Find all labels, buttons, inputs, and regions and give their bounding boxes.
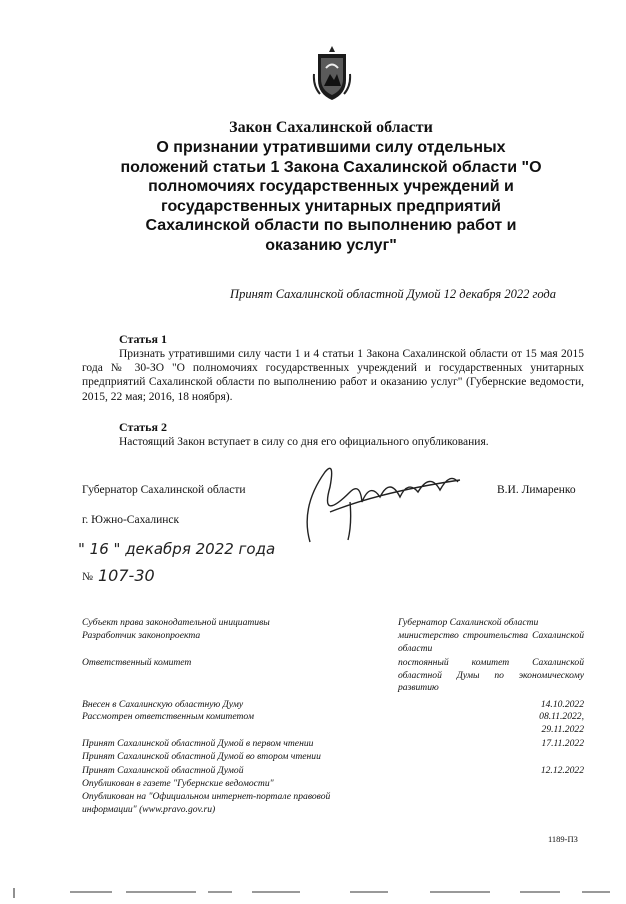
- law-number-label: №: [82, 571, 93, 583]
- law-number: 107-30: [98, 566, 155, 585]
- handwritten-signature: [290, 452, 470, 552]
- timeline-label: Опубликован в газете "Губернские ведомости": [82, 778, 274, 789]
- timeline-date: 29.11.2022: [541, 724, 584, 735]
- governor-position: Губернатор Сахалинской области: [82, 484, 246, 496]
- law-title-line: О признании утратившими силу отдельных: [156, 139, 506, 156]
- developer-label: Разработчик законопроекта: [82, 630, 201, 641]
- law-title-line: положений статьи 1 Закона Сахалинской области "О: [120, 158, 542, 176]
- article-1-title: Статья 1: [119, 332, 167, 346]
- timeline-date: 12.12.2022: [540, 765, 584, 776]
- timeline-date: 17.11.2022: [541, 738, 584, 749]
- subject-value: Губернатор Сахалинской области: [398, 617, 539, 628]
- article-2-title: Статья 2: [119, 420, 167, 434]
- law-title-line: оказанию услуг": [265, 236, 397, 254]
- timeline-label: Принят Сахалинской областной Думой: [82, 765, 244, 776]
- law-title-line: полномочиях государственных учреждений и: [148, 178, 514, 195]
- law-header: [96, 118, 566, 255]
- article-1-text: Признать утратившими силу части 1 и 4 статьи 1 Закона Сахалинской области от 15 мая 2015 года № 30-ЗО "О полномочиях государственных учреждений и государственных унитарных предприятий Сахалинской области по выполнению работ и оказанию услуг" (Губернские ведомости, 2015, 22 мая; 2016, 18 ноября).: [82, 348, 584, 403]
- signing-date: " 16 " декабря 2022 года: [78, 540, 276, 558]
- committee-value: постоянный комитет Сахалинской областной Думы по экономическому развитию: [398, 657, 584, 694]
- committee-label: Ответственный комитет: [82, 657, 192, 668]
- law-title-line: государственных унитарных предприятий: [160, 197, 502, 215]
- coat-of-arms-emblem: [312, 44, 352, 102]
- adoption-note: Принят Сахалинской областной Думой 12 декабря 2022 года: [230, 287, 556, 301]
- law-name: Закон Сахалинской области: [229, 119, 433, 136]
- governor-name: В.И. Лимаренко: [497, 484, 576, 496]
- developer-value: министерство строительства Сахалинской области: [398, 630, 584, 654]
- article-2-text: Настоящий Закон вступает в силу со дня его официального опубликования.: [119, 436, 489, 448]
- signing-city: г. Южно-Сахалинск: [82, 514, 180, 526]
- timeline-label: Принят Сахалинской областной Думой во втором чтении: [82, 751, 321, 762]
- timeline-label: Принят Сахалинской областной Думой в первом чтении: [82, 738, 314, 749]
- timeline-label: Опубликован на "Официальном интернет-портале правовой информации" (www.pravo.gov.ru): [82, 791, 331, 815]
- timeline-label: Внесен в Сахалинскую областную Думу: [82, 699, 244, 710]
- footer-code: 1189-ПЗ: [548, 834, 578, 844]
- timeline-label: Рассмотрен ответственным комитетом: [82, 711, 254, 722]
- subject-label: Субъект права законодательной инициативы: [82, 617, 270, 628]
- timeline-date: 08.11.2022,: [539, 711, 584, 722]
- scan-edge-marks: [0, 885, 626, 895]
- law-title: [96, 138, 566, 255]
- timeline-date: 14.10.2022: [540, 699, 584, 710]
- law-title-line: Сахалинской области по выполнению работ и: [145, 217, 517, 234]
